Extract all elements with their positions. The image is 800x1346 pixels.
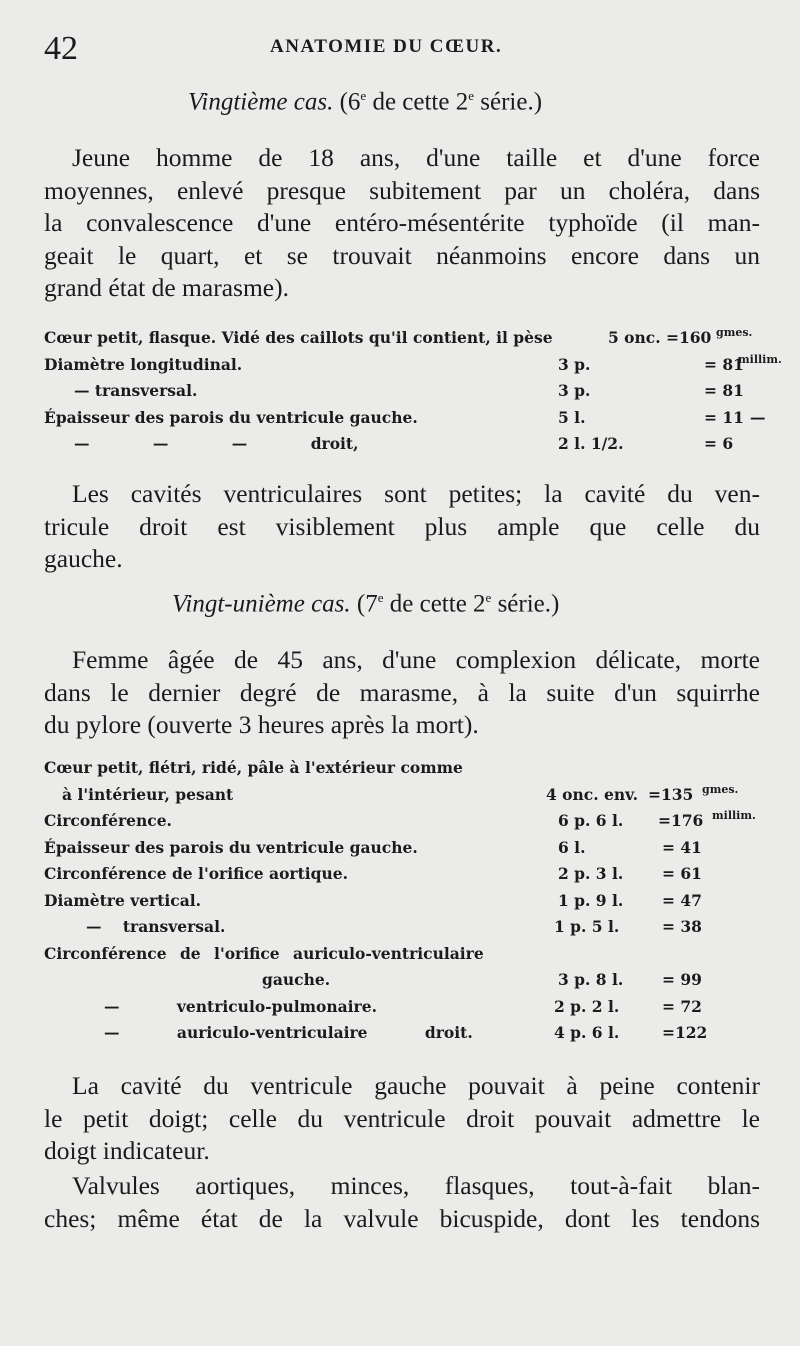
case-21-conclusion — [44, 1070, 760, 1168]
page-header — [44, 30, 760, 70]
case-20-paren-open: (6 — [339, 88, 361, 116]
case-21-description — [44, 644, 760, 742]
measurement-row: — transversal. 3 p. = 81 — [74, 381, 744, 400]
measurement-row: Diamètre longitudinal. 3 p. = 81 millim. — [44, 352, 782, 374]
measurement-row: Épaisseur des parois du ventricule gauche. 5 l. = 11 — — [44, 407, 766, 427]
measurement-row: Circonférence. 6 p. 6 l. =176 millim. — [44, 809, 756, 830]
measurement-row: — transversal. 1 p. 5 l. = 38 — [86, 917, 702, 936]
measurement-row: Cœur petit, flasque. Vidé des caillots qu'il contient, il pèse 5 onc. =160 gmes. — [44, 326, 753, 347]
measurement-row: Circonférence de l'orifice aortique. 2 p. 3 l. = 61 — [44, 864, 702, 883]
case-20-paren-close: série.) — [474, 88, 543, 116]
text-line: Jeune homme de 18 ans, d'une taille et d'une force — [72, 143, 760, 172]
text-line: Femme âgée de 45 ans, d'une complexion délicate, morte — [72, 645, 760, 674]
measurement-row: Circonférence de l'orifice auriculo-ventriculaire — [44, 943, 484, 963]
text-line: dans le dernier degré de marasme, à la suite d'un squirrhe — [44, 677, 760, 707]
case-21-sup2: e — [485, 590, 492, 605]
case-21-measurements-table — [44, 758, 760, 1050]
text-line: la convalescence d'une entéro-mésentérite typhoïde (il man- — [44, 208, 760, 237]
text-line: doigt indicateur. — [44, 1136, 210, 1165]
case-21-paren-close: série.) — [491, 590, 560, 618]
case-20-measurements-table — [44, 326, 782, 461]
case-21-sup1: e — [377, 590, 384, 605]
text-line: moyennes, enlevé presque subitement par un choléra, dans — [44, 175, 760, 205]
measurement-row: Épaisseur des parois du ventricule gauche. 6 l. = 41 — [44, 837, 702, 857]
measurement-row: Cœur petit, flétri, ridé, pâle à l'extérieur comme — [44, 758, 463, 777]
running-title: ANATOMIE DU CŒUR. — [270, 36, 503, 57]
case-20-sup1: e — [360, 88, 367, 103]
case-20-conclusion — [44, 478, 760, 576]
case-20-title: Vingtième cas. — [188, 88, 334, 116]
text-line: geait le quart, et se trouvait néanmoins encore dans un — [44, 240, 760, 270]
text-line: grand état de marasme). — [44, 273, 289, 302]
measurement-row: à l'intérieur, pesant 4 onc. env. =135 gmes. — [62, 782, 739, 804]
measurement-row: — ventriculo-pulmonaire. 2 p. 2 l. = 72 — [104, 996, 702, 1016]
text-line: Valvules aortiques, minces, flasques, tout-à-fait blan- — [72, 1171, 760, 1200]
text-line: Les cavités ventriculaires sont petites; la cavité du ven- — [72, 479, 760, 508]
text-line: La cavité du ventricule gauche pouvait à peine contenir — [72, 1071, 760, 1100]
measurement-row: — — — droit, 2 l. 1/2. = 6 — [74, 434, 734, 453]
case-21-paren-open: (7 — [356, 590, 378, 618]
text-line: le petit doigt; celle du ventricule droit pouvait admettre le — [44, 1103, 760, 1133]
text-line: ches; même état de la valvule bicuspide, dont les tendons — [44, 1203, 760, 1233]
measurement-row: — auriculo-ventriculaire droit. 4 p. 6 l. =122 — [104, 1023, 708, 1042]
page-number: 42 — [44, 30, 78, 67]
measurement-row: Diamètre vertical. 1 p. 9 l. = 47 — [44, 890, 702, 910]
case-20-mid: de cette 2 — [366, 88, 469, 116]
text-line: du pylore (ouverte 3 heures après la mort). — [44, 710, 479, 739]
case-20-description — [44, 142, 760, 305]
measurement-row: gauche. 3 p. 8 l. = 99 — [262, 970, 702, 989]
text-line: gauche. — [44, 544, 123, 573]
case-21-title: Vingt-unième cas. — [172, 590, 351, 618]
case-21-valves — [44, 1170, 760, 1235]
case-21-heading — [172, 590, 559, 618]
case-21-mid: de cette 2 — [383, 590, 486, 618]
case-20-heading — [188, 88, 542, 116]
case-20-sup2: e — [468, 88, 474, 103]
text-line: tricule droit est visiblement plus ample que celle du — [44, 511, 760, 541]
